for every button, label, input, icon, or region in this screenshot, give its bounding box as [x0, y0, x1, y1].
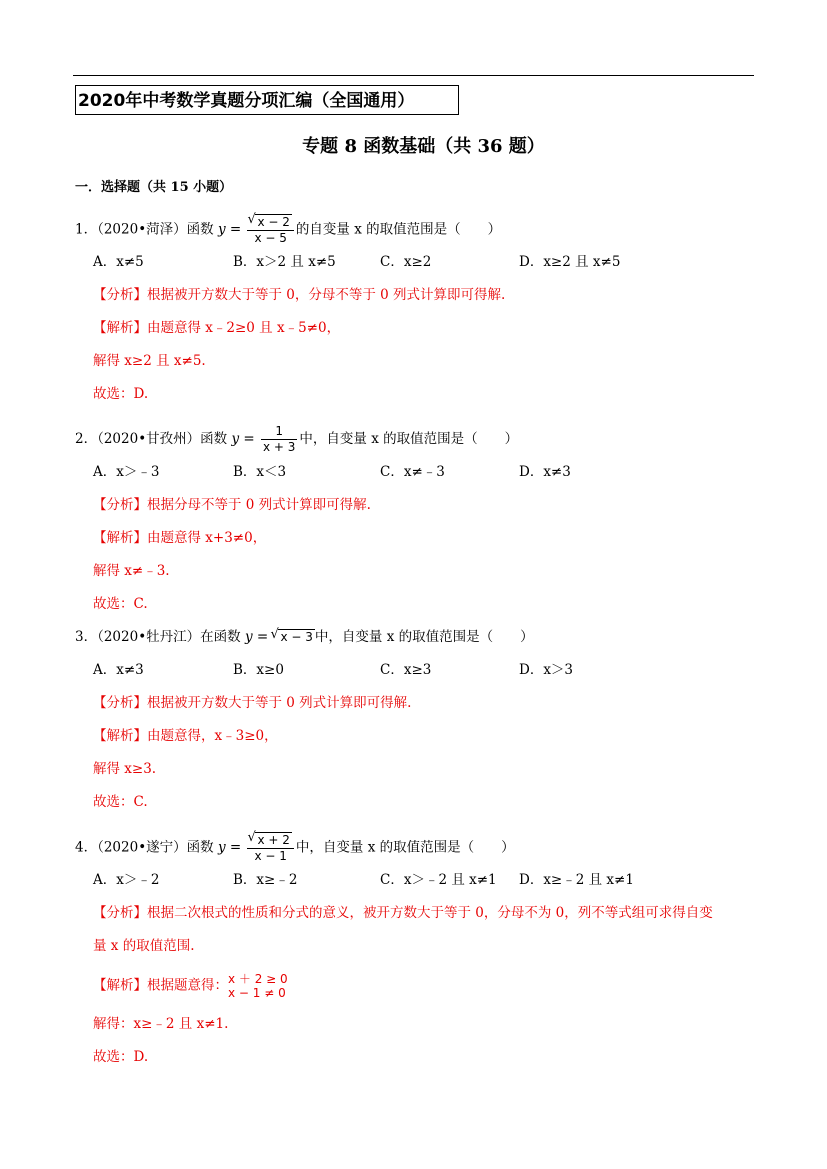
q2-option-a: A．x＞﹣3	[93, 464, 160, 480]
q1-option-a: A．x≠5	[93, 254, 144, 270]
q2-option-c: C．x≠﹣3	[380, 464, 445, 480]
q1-option-c: C．x≥2	[380, 254, 432, 270]
q4-step: 解得：x≥﹣2 且 x≠1.	[93, 1016, 229, 1032]
section-heading: 一．选择题（共 15 小题）	[75, 180, 233, 195]
q4-option-a: A．x＞﹣2	[93, 872, 160, 888]
q1-option-b: B．x＞2 且 x≠5	[233, 254, 336, 270]
q3-option-b: B．x≥0	[233, 662, 284, 678]
q1-solution: 【解析】由题意得 x﹣2≥0 且 x﹣5≠0，	[93, 320, 341, 336]
q1-step: 解得 x≥2 且 x≠5.	[93, 353, 206, 369]
q3-option-d: D．x＞3	[519, 662, 574, 678]
fraction: √ $\frac{x + 2}{x - 1}$	[247, 832, 293, 864]
q4-option-b: B．x≥﹣2	[233, 872, 298, 888]
fraction: √ $\frac{x - 2}{x - 5}$	[247, 214, 293, 246]
q4-option-c: C．x＞﹣2 且 x≠1	[380, 872, 497, 888]
fraction: $\frac{1}{x + 3}$	[262, 424, 296, 454]
q4-analysis-line-2: 量 x 的取值范围.	[93, 938, 195, 954]
header-rule	[73, 75, 754, 76]
q4-solution: 【解析】根据题意得： x ＋ 2 ≥ 0 x − 1 ≠ 0	[93, 972, 288, 1000]
q3-answer: 故选：C.	[93, 794, 148, 810]
q2-option-b: B．x＜3	[233, 464, 287, 480]
q3-option-c: C．x≥3	[380, 662, 432, 678]
q1-analysis: 【分析】根据被开方数大于等于 0，分母不等于 0 列式计算即可得解.	[93, 287, 506, 303]
q3-step: 解得 x≥3.	[93, 761, 157, 777]
q3-analysis: 【分析】根据被开方数大于等于 0 列式计算即可得解.	[93, 695, 412, 711]
q2-solution: 【解析】由题意得 x+3≠0，	[93, 530, 267, 546]
q4-answer: 故选：D.	[93, 1049, 149, 1065]
q1-answer: 故选：D.	[93, 386, 149, 402]
q2-step: 解得 x≠﹣3.	[93, 563, 170, 579]
q3-solution: 【解析】由题意得，x﹣3≥0，	[93, 728, 278, 744]
question-4-stem: 4．（2020•遂宁）函数 y = √ $\frac{x + 2}{x - 1}$ 中，自变量 x 的取值范围是（ ）	[75, 832, 515, 864]
collection-title: 2020年中考数学真题分项汇编（全国通用）	[75, 85, 459, 115]
question-2-stem: 2．（2020•甘孜州）函数 y = $\frac{1}{x + 3}$ 中，自变量 x 的取值范围是（ ）	[75, 424, 519, 454]
inequality-system: x ＋ 2 ≥ 0 x − 1 ≠ 0	[228, 972, 288, 1000]
q1-option-d: D．x≥2 且 x≠5	[519, 254, 621, 270]
q2-analysis: 【分析】根据分母不等于 0 列式计算即可得解.	[93, 497, 371, 513]
page-title: 专题 8 函数基础（共 36 题）	[302, 136, 545, 157]
question-3-stem: 3．（2020•牡丹江）在函数 y = √ x − 3 中，自变量 x 的取值范围是（ ）	[75, 627, 534, 647]
q2-answer: 故选：C.	[93, 596, 148, 612]
q2-option-d: D．x≠3	[519, 464, 571, 480]
q4-option-d: D．x≥﹣2 且 x≠1	[519, 872, 634, 888]
square-root: √ x − 3	[278, 629, 314, 644]
question-1-stem: 1．（2020•菏泽）函数 y = √ $\frac{x - 2}{x - 5}$ 的自变量 x 的取值范围是（ ）	[75, 214, 501, 246]
q3-option-a: A．x≠3	[93, 662, 144, 678]
q4-analysis-line-1: 【分析】根据二次根式的性质和分式的意义，被开方数大于等于 0，分母不为 0，列不等式组可求得自变	[93, 905, 713, 921]
